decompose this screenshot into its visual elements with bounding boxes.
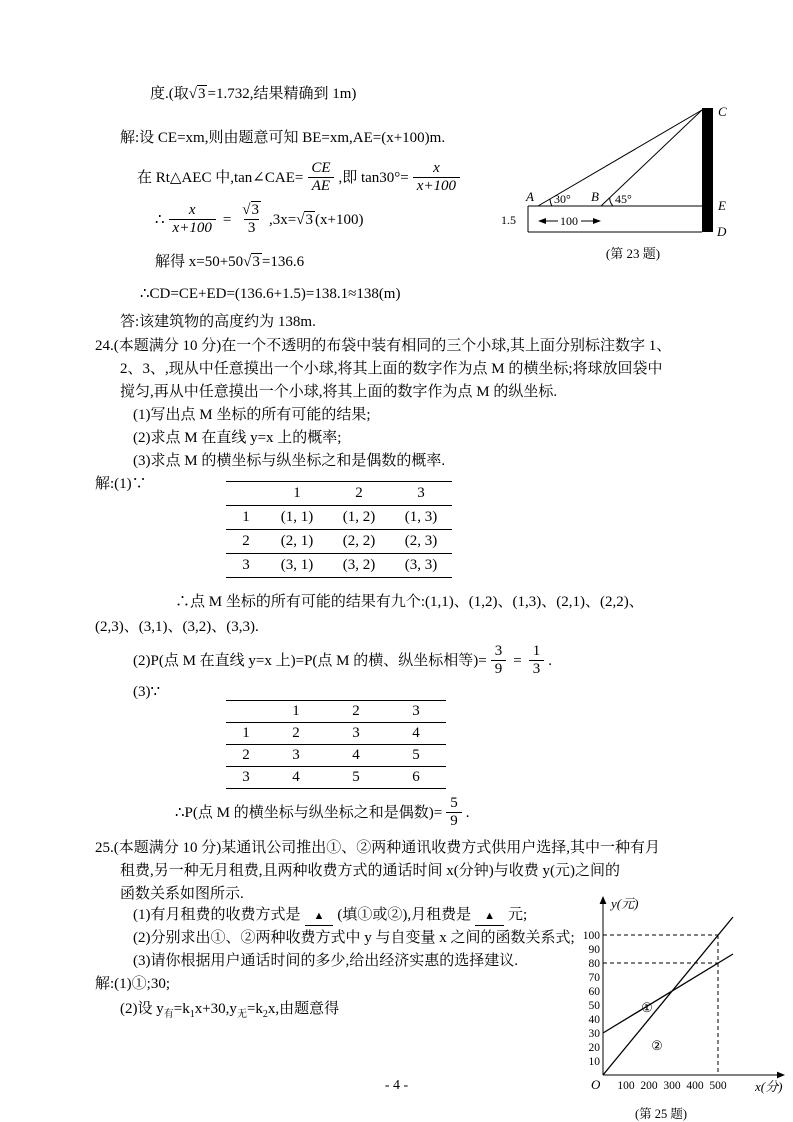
math-text: (x+100) [314, 211, 364, 228]
y-axis-arrow-icon [600, 896, 607, 904]
problem23-figure-svg [498, 100, 750, 270]
p24-solution-head: 解:(1)∵ [95, 476, 147, 492]
denominator: 3 [244, 219, 260, 237]
sqrt-icon: √ [188, 86, 197, 102]
sqrt-expression [296, 210, 315, 230]
cell: 4 [352, 747, 360, 763]
p23-precision-note [150, 84, 356, 104]
cell [226, 482, 266, 506]
p25-solution-2 [120, 999, 339, 1022]
line-plan-1 [603, 954, 733, 1033]
sqrt-expression [243, 252, 262, 272]
cell: (3, 2) [342, 557, 376, 573]
ytick: 70 [588, 972, 600, 984]
cell: 3 [417, 485, 425, 501]
math-text: ∴P(点 M 的横坐标与纵坐标之和是偶数)= [175, 804, 443, 821]
xtick: 400 [686, 1080, 704, 1092]
sqrt-icon: √ [242, 202, 251, 218]
origin-label: O [591, 1077, 601, 1092]
radicand: 3 [305, 211, 313, 228]
denominator: 9 [491, 660, 507, 678]
math-text: x+30,y [194, 1001, 237, 1017]
series-1-label: ① [641, 1000, 653, 1015]
denominator: x+100 [169, 219, 216, 237]
numerator: x [188, 202, 196, 218]
outcomes-table [226, 481, 452, 578]
ytick: 80 [588, 958, 600, 970]
table-header-row [226, 701, 446, 723]
denominator: 3 [529, 660, 545, 678]
line-plan-2 [603, 917, 733, 1075]
equals-sign: = [222, 211, 232, 228]
point-label-d: D [717, 224, 727, 239]
sums-table [226, 700, 446, 789]
angle-arc-a [550, 199, 552, 206]
cell: 5 [352, 769, 360, 785]
math-text: x,由题意得 [267, 1001, 340, 1017]
cell: 3 [242, 557, 250, 573]
question-text: 元; [508, 907, 528, 923]
subscript: 有 [163, 1009, 174, 1020]
subscript: 无 [236, 1009, 247, 1020]
table-row [226, 767, 446, 789]
table-row [226, 530, 452, 554]
series-lines [603, 917, 733, 1075]
figure25-caption: (第 25 题) [634, 1107, 688, 1121]
page-number: - 4 - [384, 1078, 409, 1093]
answer-blank-2 [475, 909, 504, 926]
cell: 2 [242, 747, 250, 763]
ytick: 100 [582, 930, 600, 942]
radicand: 3 [251, 202, 260, 218]
cell: (3, 3) [404, 557, 438, 573]
ytick: 90 [588, 944, 600, 956]
p25-solution-1: 解:(1)①;30; [95, 976, 170, 992]
subscript: 1 [189, 1009, 195, 1020]
cell: 1 [292, 703, 300, 719]
math-text: 在 Rt△AEC 中,tan∠CAE= [137, 169, 304, 186]
p25-question-2: (2)分别求出①、②两种收费方式中 y 与自变量 x 之间的函数关系式; [133, 930, 575, 946]
sol23-result-line [155, 252, 304, 272]
table-row [226, 745, 446, 767]
numerator: 5 [450, 795, 458, 811]
point-label-c: C [718, 104, 727, 119]
p24-solution-2 [133, 643, 552, 679]
xtick: 100 [617, 1080, 635, 1092]
numerator [238, 202, 265, 219]
question-text: (1)有月租费的收费方式是 [133, 907, 301, 923]
p24-statement-line3: 搅匀,再从中任意摸出一个小球,将其上面的数字作为点 M 的纵坐标. [120, 384, 558, 400]
angle-b-label: 45° [615, 192, 632, 206]
angle-a-label: 30° [554, 192, 571, 206]
math-text: 度.(取 [150, 86, 189, 102]
point-label-e: E [718, 198, 726, 213]
answer-blank-1 [305, 909, 334, 926]
p24-statement-line1: 24.(本题满分 10 分)在一个不透明的布袋中装有相同的三个小球,其上面分别标注数字 1、 [95, 338, 672, 354]
problem23-figure [498, 100, 750, 275]
cell: 2 [352, 703, 360, 719]
ytick: 30 [588, 1028, 600, 1040]
subscript: 2 [262, 1009, 268, 1020]
cell: 4 [412, 725, 420, 741]
p25-statement-line3: 函数关系如图所示. [120, 886, 244, 902]
cell: 5 [412, 747, 420, 763]
fraction-5-9 [446, 795, 462, 831]
ytick: 60 [588, 986, 600, 998]
p24-result-line1: ∴点 M 坐标的所有可能的结果有九个:(1,1)、(1,2)、(1,3)、(2,1)、(2,2)、 [175, 594, 644, 610]
figure23-caption: (第 23 题) [605, 246, 661, 261]
math-text: 解得 x=50+50 [155, 254, 244, 270]
axis-arrows [600, 896, 785, 1078]
point-label-b: B [591, 189, 599, 204]
cell: 2 [242, 533, 250, 549]
p24-statement-line2: 2、3、,现从中任意摸出一个小球,将其上面的数字作为点 M 的横坐标;将球放回袋中 [120, 361, 663, 377]
cell: 3 [292, 747, 300, 763]
ytick: 10 [588, 1056, 600, 1068]
ytick: 20 [588, 1042, 600, 1054]
denominator: x+100 [413, 177, 460, 195]
question-text: (填①或②),月租费是 [337, 907, 472, 923]
x-axis-label: x(分) [755, 1079, 783, 1094]
cell: 3 [352, 725, 360, 741]
p25-question-3: (3)请你根据用户通话时间的多少,给出经济实惠的选择建议. [133, 953, 518, 969]
p25-statement-line1: 25.(本题满分 10 分)某通讯公司推出①、②两种通讯收费方式供用户选择,其中一种有月 [95, 840, 660, 856]
p25-statement-line2: 租费,另一种无月租费,且两种收费方式的通话时间 x(分钟)与收费 y(元)之间的 [120, 863, 620, 879]
math-text: =k [173, 1001, 190, 1017]
cell: 6 [412, 769, 420, 785]
sqrt-icon: √ [296, 211, 305, 228]
cell: 2 [292, 725, 300, 741]
table-row [226, 723, 446, 745]
math-text: (2)P(点 M 在直线 y=x 上)=P(点 M 的横、纵坐标相等)= [133, 652, 487, 669]
fraction-3-9 [491, 643, 507, 679]
cell: (1, 2) [342, 509, 376, 525]
math-text: =136.6 [261, 254, 305, 270]
table-row [226, 554, 452, 578]
sol23-setup-line: 解:设 CE=xm,则由题意可知 BE=xm,AE=(x+100)m. [120, 130, 446, 146]
math-text: ,即 tan30°= [338, 169, 409, 186]
sol23-tangent-line [137, 160, 464, 196]
numerator: 3 [494, 643, 503, 659]
cell: 1 [242, 509, 250, 525]
cell: 3 [412, 703, 420, 719]
denominator: AE [308, 177, 334, 195]
y-axis-label: y(元) [611, 896, 639, 911]
blank-triangle: ▲ [484, 910, 496, 922]
math-text: . [465, 804, 470, 821]
cell: (1, 3) [404, 509, 438, 525]
axes [603, 902, 779, 1075]
sol23-cd-line: ∴CD=CE+ED=(136.6+1.5)=138.1≈138(m) [140, 286, 401, 302]
sqrt-expression [189, 84, 208, 104]
cell: (2, 3) [404, 533, 438, 549]
sqrt-icon: √ [243, 254, 252, 270]
p24-question-3: (3)求点 M 的横坐标与纵坐标之和是偶数的概率. [133, 453, 446, 469]
figure-lines [528, 110, 702, 232]
fraction-x-x100 [169, 202, 216, 238]
numerator: x [433, 160, 440, 176]
xtick: 300 [663, 1080, 681, 1092]
dimension-arrow-left [538, 218, 546, 224]
p24-question-1: (1)写出点 M 坐标的所有可能的结果; [133, 407, 371, 423]
cell [226, 701, 266, 723]
p25-question-1 [133, 905, 527, 926]
p24-solution-3-head: (3)∵ [133, 684, 161, 700]
fraction-sqrt3-3 [238, 202, 265, 238]
cell: (2, 1) [280, 533, 314, 549]
figure-labels [501, 104, 727, 261]
cell: (3, 1) [280, 557, 314, 573]
fraction-1-3 [529, 643, 545, 679]
cell: 2 [355, 485, 363, 501]
math-text: ,3x= [269, 211, 297, 228]
radicand: 3 [252, 254, 260, 270]
xtick: 500 [709, 1080, 727, 1092]
cell: 3 [242, 769, 250, 785]
cell: (1, 1) [280, 509, 314, 525]
math-text: ∴ [155, 211, 165, 228]
equals-sign: = [513, 652, 522, 669]
building-bar [702, 108, 713, 232]
ytick: 50 [588, 1000, 600, 1012]
math-text: =k [246, 1001, 263, 1017]
cell: 4 [292, 769, 300, 785]
cell: 1 [242, 725, 250, 741]
table-row [226, 506, 452, 530]
cell: 1 [293, 485, 301, 501]
angle-arc-b [610, 198, 613, 206]
distance-label: 100 [560, 214, 578, 228]
cell: (2, 2) [342, 533, 376, 549]
table-header-row [226, 482, 452, 506]
series-2-label: ② [651, 1038, 663, 1053]
denominator: 9 [446, 812, 462, 830]
blank-triangle: ▲ [313, 910, 325, 922]
tick-labels [583, 930, 727, 1092]
p24-result-line2: (2,3)、(3,1)、(3,2)、(3,3). [95, 619, 259, 635]
ytick: 40 [588, 1014, 600, 1026]
numerator: 1 [532, 643, 541, 659]
point-label-a: A [526, 189, 534, 204]
math-text: . [548, 652, 552, 669]
observer-height-label: 1.5 [501, 213, 516, 227]
fraction-ce-ae [307, 160, 334, 196]
fraction-x-x100 [413, 160, 460, 196]
dimension-arrow-right [593, 218, 601, 224]
p24-result-3 [175, 795, 469, 831]
sol23-answer-line: 答:该建筑物的高度约为 138m. [120, 314, 316, 330]
radicand: 3 [197, 86, 206, 102]
numerator: CE [311, 160, 331, 176]
xtick: 200 [640, 1080, 658, 1092]
p24-question-2: (2)求点 M 在直线 y=x 上的概率; [133, 430, 342, 446]
sol23-equation-line [155, 202, 363, 238]
math-text: (2)设 y [120, 1001, 164, 1017]
math-text: =1.732,结果精确到 1m) [207, 86, 357, 102]
